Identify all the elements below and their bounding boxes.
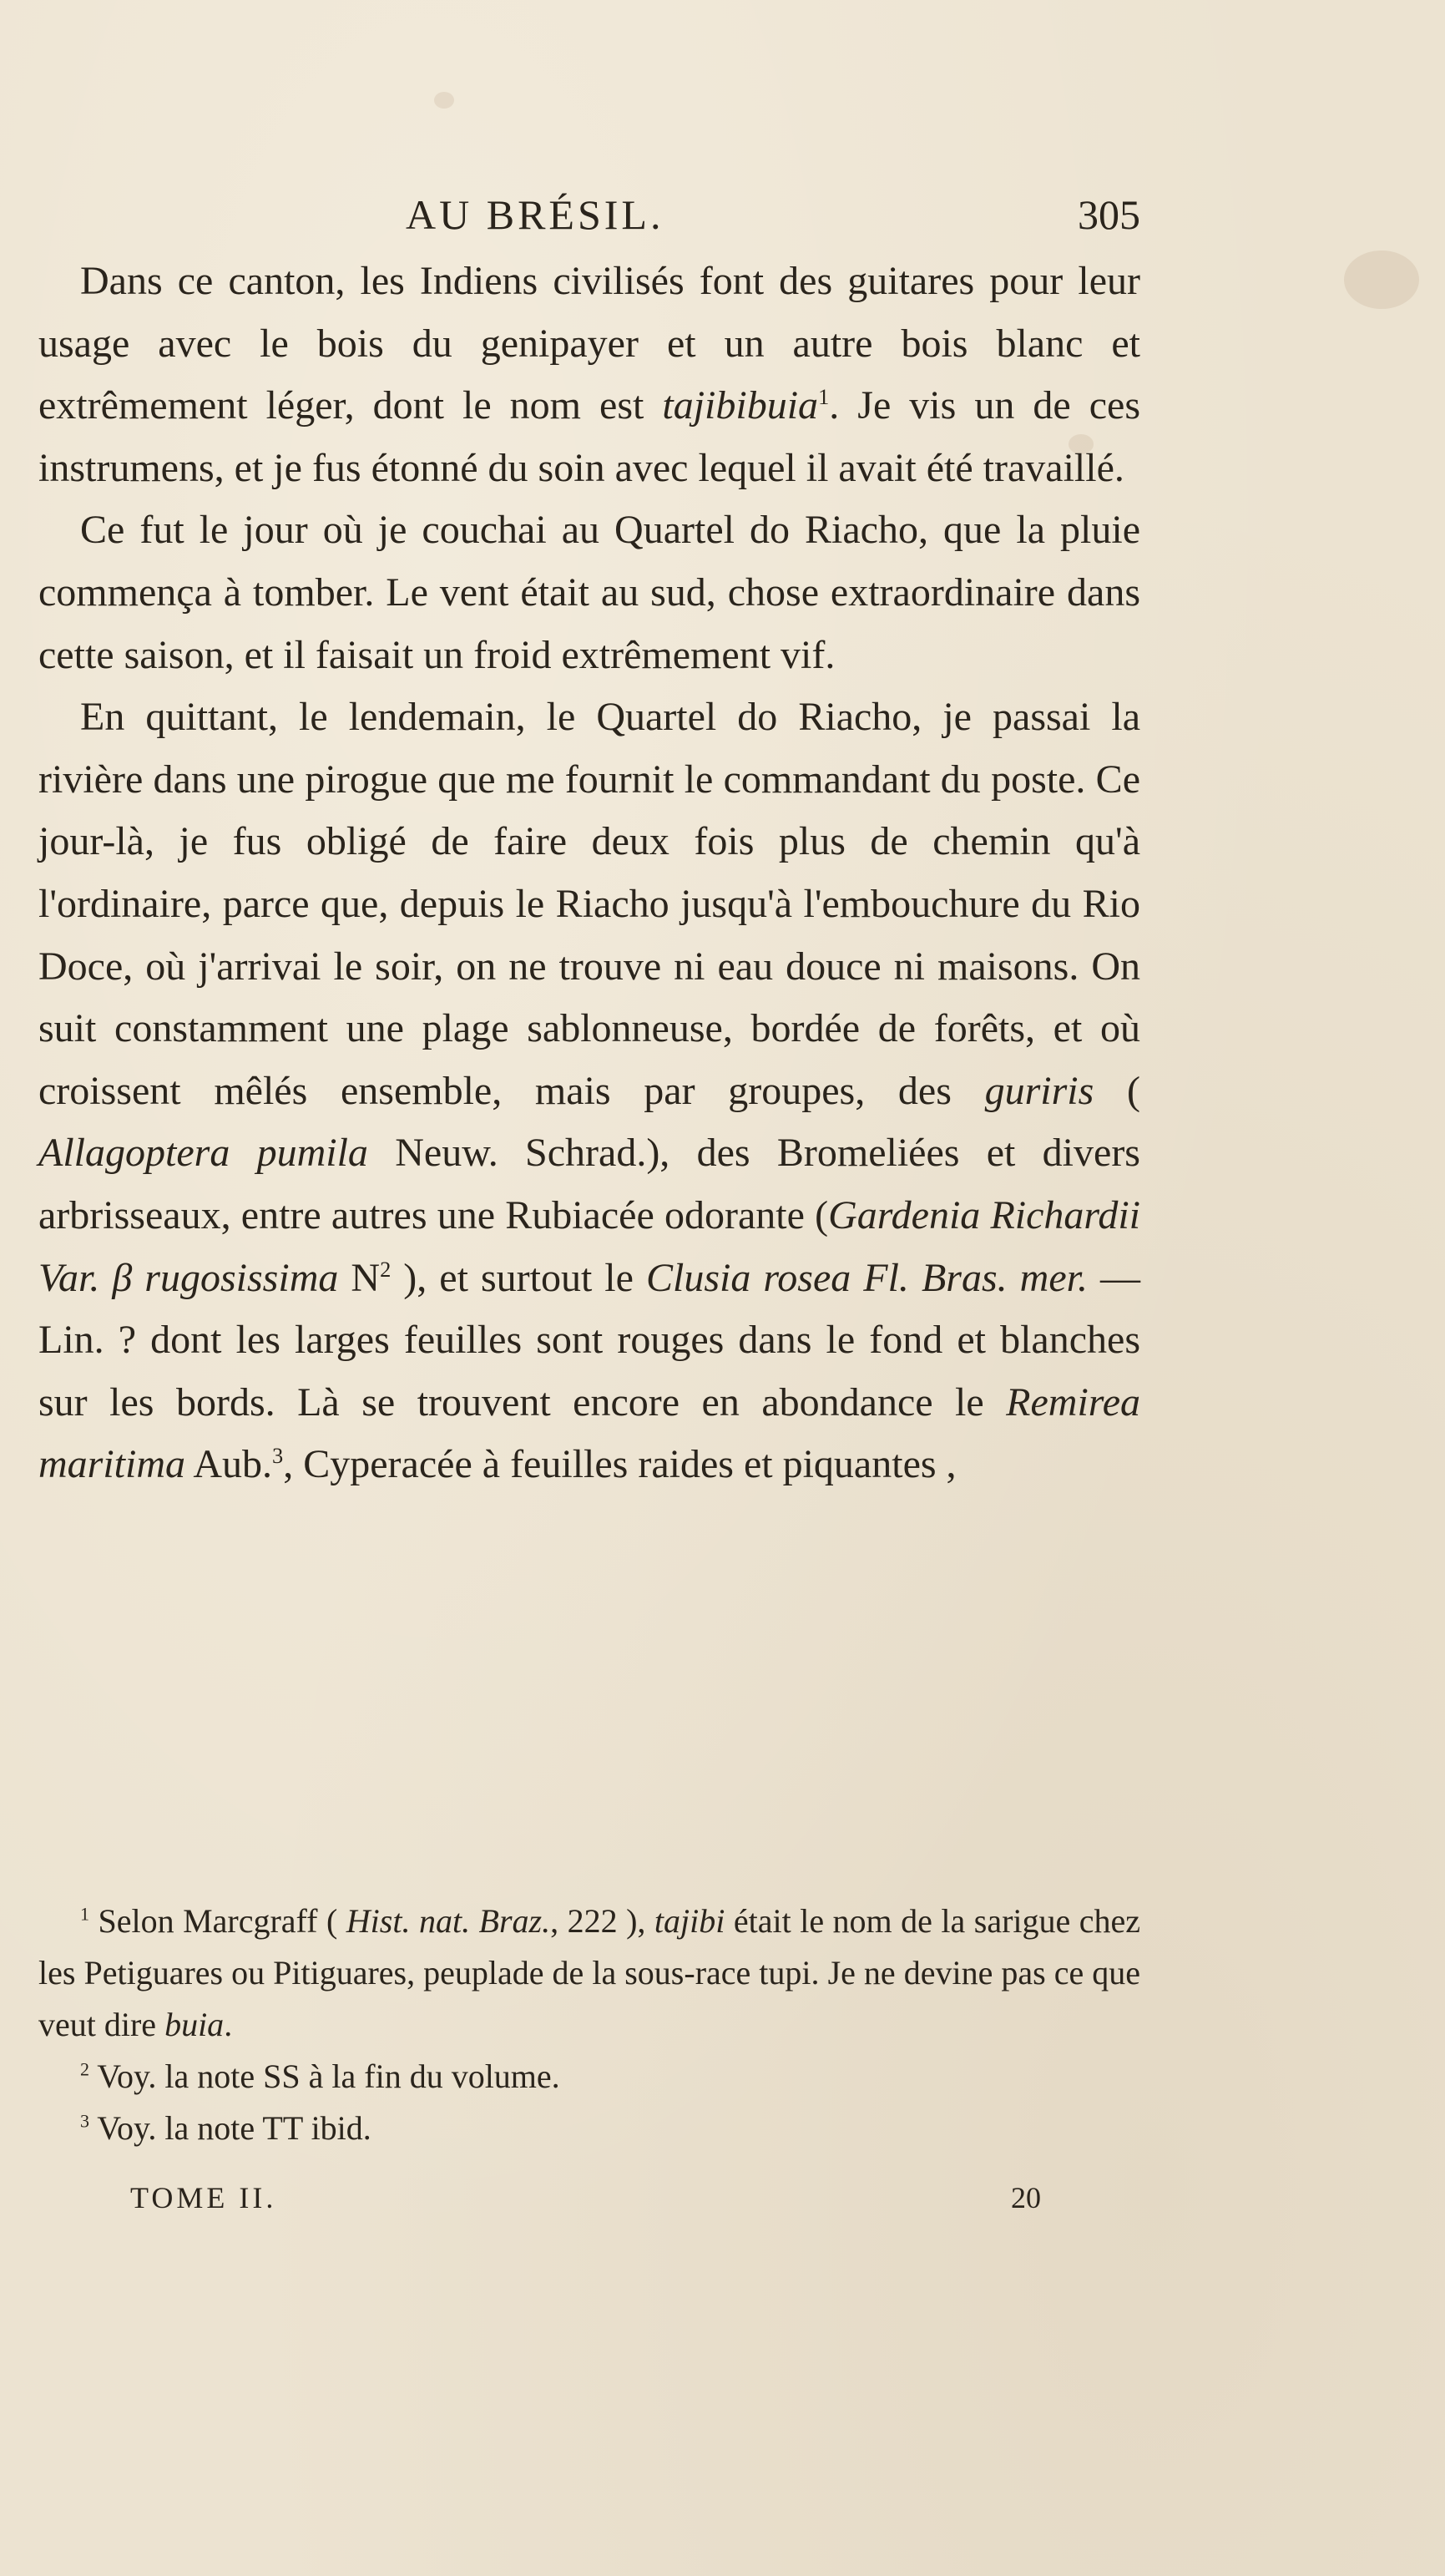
footnote-marker: 3 <box>80 2110 89 2132</box>
footnote-marker: 1 <box>818 384 830 410</box>
text-run: Neuw. Schrad.), des Bromeliées et divers arbrisseaux, entre autres une Rubiacée odorante ( <box>38 1131 1140 1237</box>
running-head: AU BRÉSIL. <box>406 191 664 238</box>
italic-text: Clusia rosea Fl. Bras. mer. <box>645 1255 1088 1300</box>
foxing-stain <box>1344 251 1419 309</box>
text-run: N <box>338 1255 381 1300</box>
text-run: , 222 ), <box>550 1902 654 1940</box>
text-run: . <box>224 2006 233 2043</box>
foxing-stain <box>434 92 454 109</box>
text-run: Aub. <box>185 1442 273 1487</box>
italic-text: Remirea maritima <box>38 1379 1140 1487</box>
footnote-marker: 1 <box>80 1903 89 1925</box>
paragraph <box>38 686 1140 1496</box>
italic-text: Allagoptera pumila <box>38 1131 368 1176</box>
text-run: Selon Marcgraff ( <box>89 1902 346 1940</box>
text-run: Ce fut le jour où je couchai au Quartel do Riacho, que la pluie commença à tomber. Le vent était au sud, chose extraordinaire dans cette saison, et il faisait un froid extrêmement vif. <box>38 508 1140 677</box>
sheet-number: 20 <box>1011 2181 1041 2214</box>
text-run: En quittant, le lendemain, le Quartel do Riacho, je passai la rivière dans une pirogue que me fournit le commandant du poste. Ce jour-là, je fus obligé de faire deux fois plus de chemin qu'à l'ordinaire, parce que, depuis le Riacho jusqu'à l'embouchure du Rio Doce, où j'arrivai le soir, on ne trouve ni eau douce ni maisons. On suit constamment une plage sablonneuse, bordée de forêts, et où croissent mêlés ensemble, mais par groupes, des <box>38 695 1140 1113</box>
text-run: ( <box>1094 1068 1141 1113</box>
footnote-marker: 3 <box>272 1443 284 1469</box>
italic-text: Hist. nat. Braz. <box>346 1902 551 1940</box>
text-run: était le nom de la sarigue chez les Petiguares ou Pitiguares, peuplade de la sous-race tupi. Je ne devine pas ce que veut dire <box>38 1902 1141 2043</box>
page-header <box>38 185 1140 244</box>
text-run: Voy. la note TT ibid. <box>89 2109 371 2147</box>
footnotes <box>38 1895 1140 2154</box>
page-footer <box>38 2173 1140 2223</box>
italic-text: tajibi <box>654 1902 725 1940</box>
italic-text: Gardenia Richardii Var. β rugosissima <box>38 1192 1141 1300</box>
text-run: , Cyperacée à feuilles raides et piquantes , <box>283 1442 957 1487</box>
footnote <box>38 2103 1140 2154</box>
paragraph <box>38 499 1140 686</box>
italic-text: buia <box>164 2006 225 2043</box>
footnote <box>38 1895 1140 2051</box>
footnote-marker: 2 <box>80 2058 89 2080</box>
page-number: 305 <box>1078 191 1140 238</box>
signature-mark: TOME II. <box>130 2181 277 2214</box>
text-run: Voy. la note SS à la fin du volume. <box>89 2057 560 2095</box>
footnote-marker: 2 <box>380 1256 392 1282</box>
text-run: Dans ce canton, les Indiens civilisés font des guitares pour leur usage avec le bois du genipayer et un autre bois blanc et extrêmement léger, dont le nom est <box>38 259 1140 428</box>
footnote <box>38 2051 1140 2103</box>
paragraph <box>38 251 1140 499</box>
main-text <box>38 251 1140 1496</box>
text-run: — Lin. ? dont les larges feuilles sont rouges dans le fond et blanches sur les bords. Là se trouvent encore en abondance le <box>38 1255 1141 1425</box>
italic-text: tajibibuia <box>662 383 819 428</box>
text-run: . Je vis un de ces instrumens, et je fus étonné du soin avec lequel il avait été travaillé. <box>38 383 1141 490</box>
italic-text: guriris <box>984 1068 1094 1113</box>
text-run: ), et surtout le <box>391 1255 646 1300</box>
